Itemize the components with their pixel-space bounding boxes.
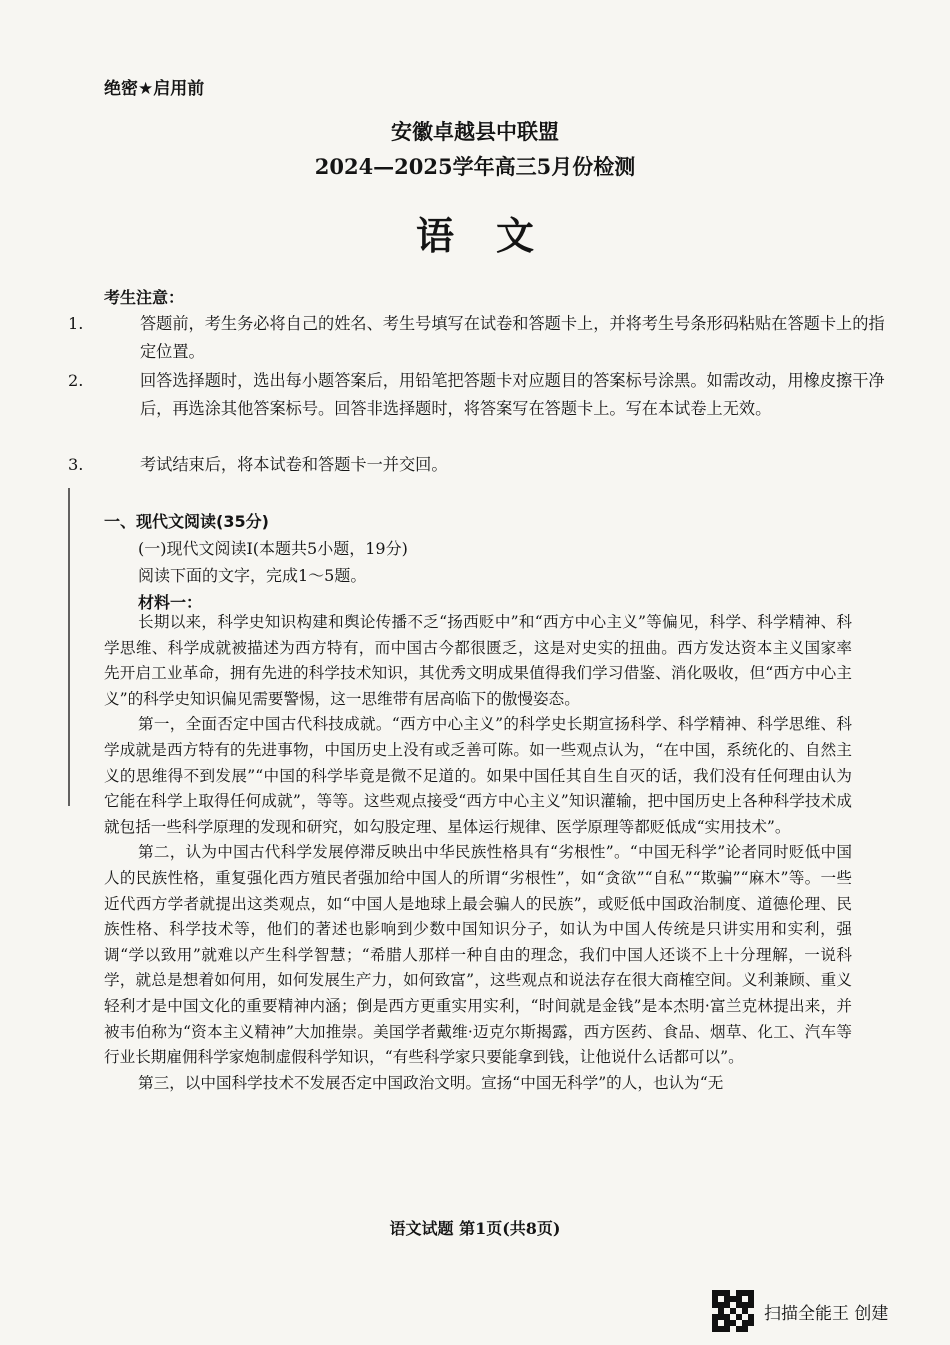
confidential-label: 绝密★启用前 [104,79,205,99]
passage-paragraph: 第二，认为中国古代科学发展停滞反映出中华民族性格具有“劣根性”。“中国无科学”论者同时贬低中国人的民族性格，重复强化西方殖民者强加给中国人的所谓“劣根性”，如“贪欲”“自私”“欺骗”“麻木”等。一些近代西方学者就提出这类观点，如“中国人是地球上最会骗人的民族”，或贬低中国政治制度、道德伦理、民族性格、科学技术等，他们的著述也影响到少数中国知识分子，如认为中国人传统是只讲实用和实利，强调“学以致用”就难以产生科学智慧；“希腊人那样一种自由的理念，我们中国人还谈不上十分理解，一说科学，就总是想着如何用，如何发展生产力，如何致富”，这些观点和说法存在很大商榷空间。义利兼顾、重义轻利才是中国文化的重要精神内涵；倒是西方更重实用实利，“时间就是金钱”是本杰明·富兰克林提出来，并被韦伯称为“资本主义精神”大加推崇。美国学者戴维·迈克尔斯揭露，西方医药、食品、烟草、化工、汽车等行业长期雇佣科学家炮制虚假科学知识，“有些科学家只要能拿到钱，让他说什么话都可以”。 [104,843,852,1067]
passage-paragraph: 长期以来，科学史知识构建和舆论传播不乏“扬西贬中”和“西方中心主义”等偏见，科学、科学精神、科学思维、科学成就被描述为西方特有，而中国古今都很匮乏，这是对史实的扭曲。西方发达资本主义国家率先开启工业革命，拥有先进的科学技术知识，其优秀文明成果值得我们学习借鉴、消化吸收，但“西方中心主义”的科学史知识偏见需要警惕，这一思维带有居高临下的傲慢姿态。 [104,613,852,708]
qr-code-icon [712,1290,754,1332]
notice-item [68,451,900,479]
notice-item-number: 2. [68,371,84,390]
material-label: 材料一： [138,593,203,612]
scanner-watermark [712,1290,888,1332]
organization-title: 安徽卓越县中联盟 [391,119,559,144]
notice-item [68,310,900,366]
binding-margin-line [68,488,70,806]
page-footer: 语文试题 第1页(共8页) [389,1219,561,1238]
passage-body [104,610,852,1096]
section-title: 一、现代文阅读(35分) [104,512,269,531]
notice-item-text: 考试结束后，将本试卷和答题卡一并交回。 [140,455,448,474]
notice-title: 考生注意： [104,288,185,307]
notice-item-number: 3. [68,455,84,474]
notice-item-text: 回答选择题时，选出每小题答案后，用铅笔把答题卡对应题目的答案标号涂黑。如需改动，用橡皮擦干净后，再选涂其他答案标号。回答非选择题时，将答案写在答题卡上。写在本试卷上无效。 [140,371,885,418]
notice-item-number: 1. [68,314,84,333]
subsection-title: (一)现代文阅读Ⅰ(本题共5小题，19分) [138,539,408,558]
notice-item-text: 答题前，考生务必将自己的姓名、考生号填写在试卷和答题卡上，并将考生号条形码粘贴在答题卡上的指定位置。 [140,314,885,361]
notice-item [68,367,900,423]
exam-title: 2024—2025学年高三5月份检测 [314,154,636,179]
subject-title: 语文 [415,213,576,258]
passage-paragraph: 第一，全面否定中国古代科技成就。“西方中心主义”的科学史长期宣扬科学、科学精神、科学思维、科学成就是西方特有的先进事物，中国历史上没有或乏善可陈。如一些观点认为，“在中国，系统化的、自然主义的思维得不到发展”“中国的科学毕竟是微不足道的。如果中国任其自生自灭的话，我们没有任何理由认为它能在科学上取得任何成就”，等等。这些观点接受“西方中心主义”知识灌输，把中国历史上各种科学技术成就包括一些科学原理的发现和研究，如勾股定理、星体运行规律、医学原理等都贬低成“实用技术”。 [104,715,852,836]
scanner-watermark-text: 扫描全能王 创建 [764,1303,889,1324]
passage-paragraph: 第三，以中国科学技术不发展否定中国政治文明。宣扬“中国无科学”的人，也认为“无 [138,1073,724,1092]
reading-instruction: 阅读下面的文字，完成1～5题。 [138,566,367,585]
